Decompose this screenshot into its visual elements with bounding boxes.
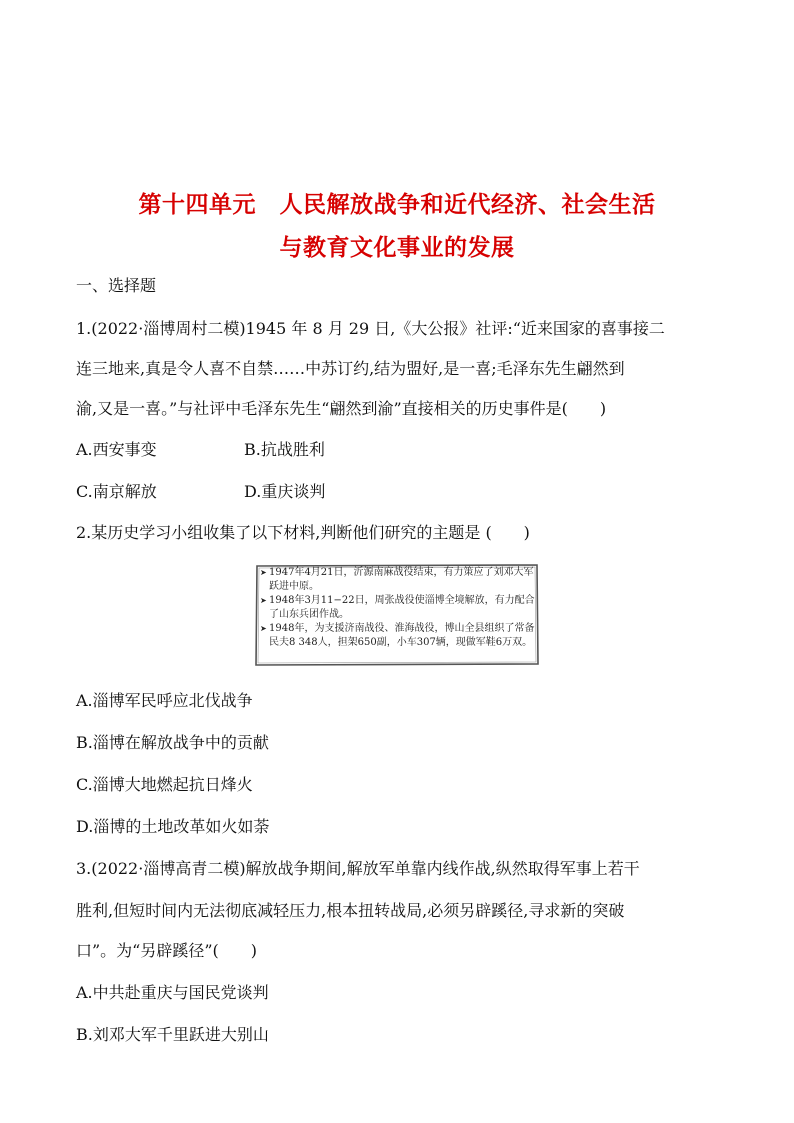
q1-stem-line2: 连三地来,真是令人喜不自禁……中苏订约,结为盟好,是一喜;毛泽东先生翩然到 [76, 359, 625, 378]
arrow-icon: ➤ [260, 596, 267, 605]
material-item [260, 566, 536, 594]
unit-title-line1: 第十四单元 人民解放战争和近代经济、社会生活 [138, 192, 656, 218]
q3-stem-line1: 3.(2022·淄博高青二模)解放战争期间,解放军单靠内线作战,纵然取得军事上若干 [76, 859, 640, 878]
section-heading: 一、选择题 [76, 276, 157, 295]
material-text [260, 566, 536, 650]
arrow-icon: ➤ [260, 624, 267, 633]
material-item-text: 1947年4月21日，沂源南麻战役结束，有力策应了刘邓大军跃进中原。 [269, 567, 534, 592]
material-item-text: 1948年3月11−22日，周张战役使淄博全境解放，有力配合了山东兵团作战。 [269, 595, 535, 620]
q3-stem-line3: 口”。为“另辟蹊径”( ) [76, 941, 258, 960]
q3-option-b: B.刘邓大军千里跃进大别山 [76, 1025, 269, 1044]
q3-stem-line2: 胜利,但短时间内无法彻底减轻压力,根本扭转战局,必须另辟蹊径,寻求新的突破 [76, 901, 625, 920]
material-item [260, 622, 536, 650]
arrow-icon: ➤ [260, 568, 267, 577]
q1-stem-line1: 1.(2022·淄博周村二模)1945 年 8 月 29 日,《大公报》社评:“近来国家的喜事接二 [76, 319, 665, 338]
q1-stem-line3: 渝,又是一喜。”与社评中毛泽东先生“翩然到渝”直接相关的历史事件是( ) [76, 399, 607, 418]
q1-option-b: B.抗战胜利 [244, 440, 325, 459]
q3-option-a: A.中共赴重庆与国民党谈判 [76, 983, 269, 1002]
q2-option-a: A.淄博军民呼应北伐战争 [76, 691, 253, 710]
q2-stem: 2.某历史学习小组收集了以下材料,判断他们研究的主题是 ( ) [76, 523, 530, 542]
q1-option-c: C.南京解放 [76, 482, 157, 501]
material-item-text: 1948年，为支援济南战役、淮海战役，博山全县组织了常备民夫8 348人，担架650副，小车307辆，现做军鞋6万双。 [269, 623, 535, 648]
q2-option-b: B.淄博在解放战争中的贡献 [76, 733, 269, 752]
material-box [254, 563, 540, 667]
q2-option-d: D.淄博的土地改革如火如荼 [76, 817, 270, 836]
material-item [260, 594, 536, 622]
unit-title-line2: 与教育文化事业的发展 [279, 235, 515, 261]
q2-option-c: C.淄博大地燃起抗日烽火 [76, 775, 253, 794]
q1-option-a: A.西安事变 [76, 440, 157, 459]
q1-option-d: D.重庆谈判 [244, 482, 326, 501]
